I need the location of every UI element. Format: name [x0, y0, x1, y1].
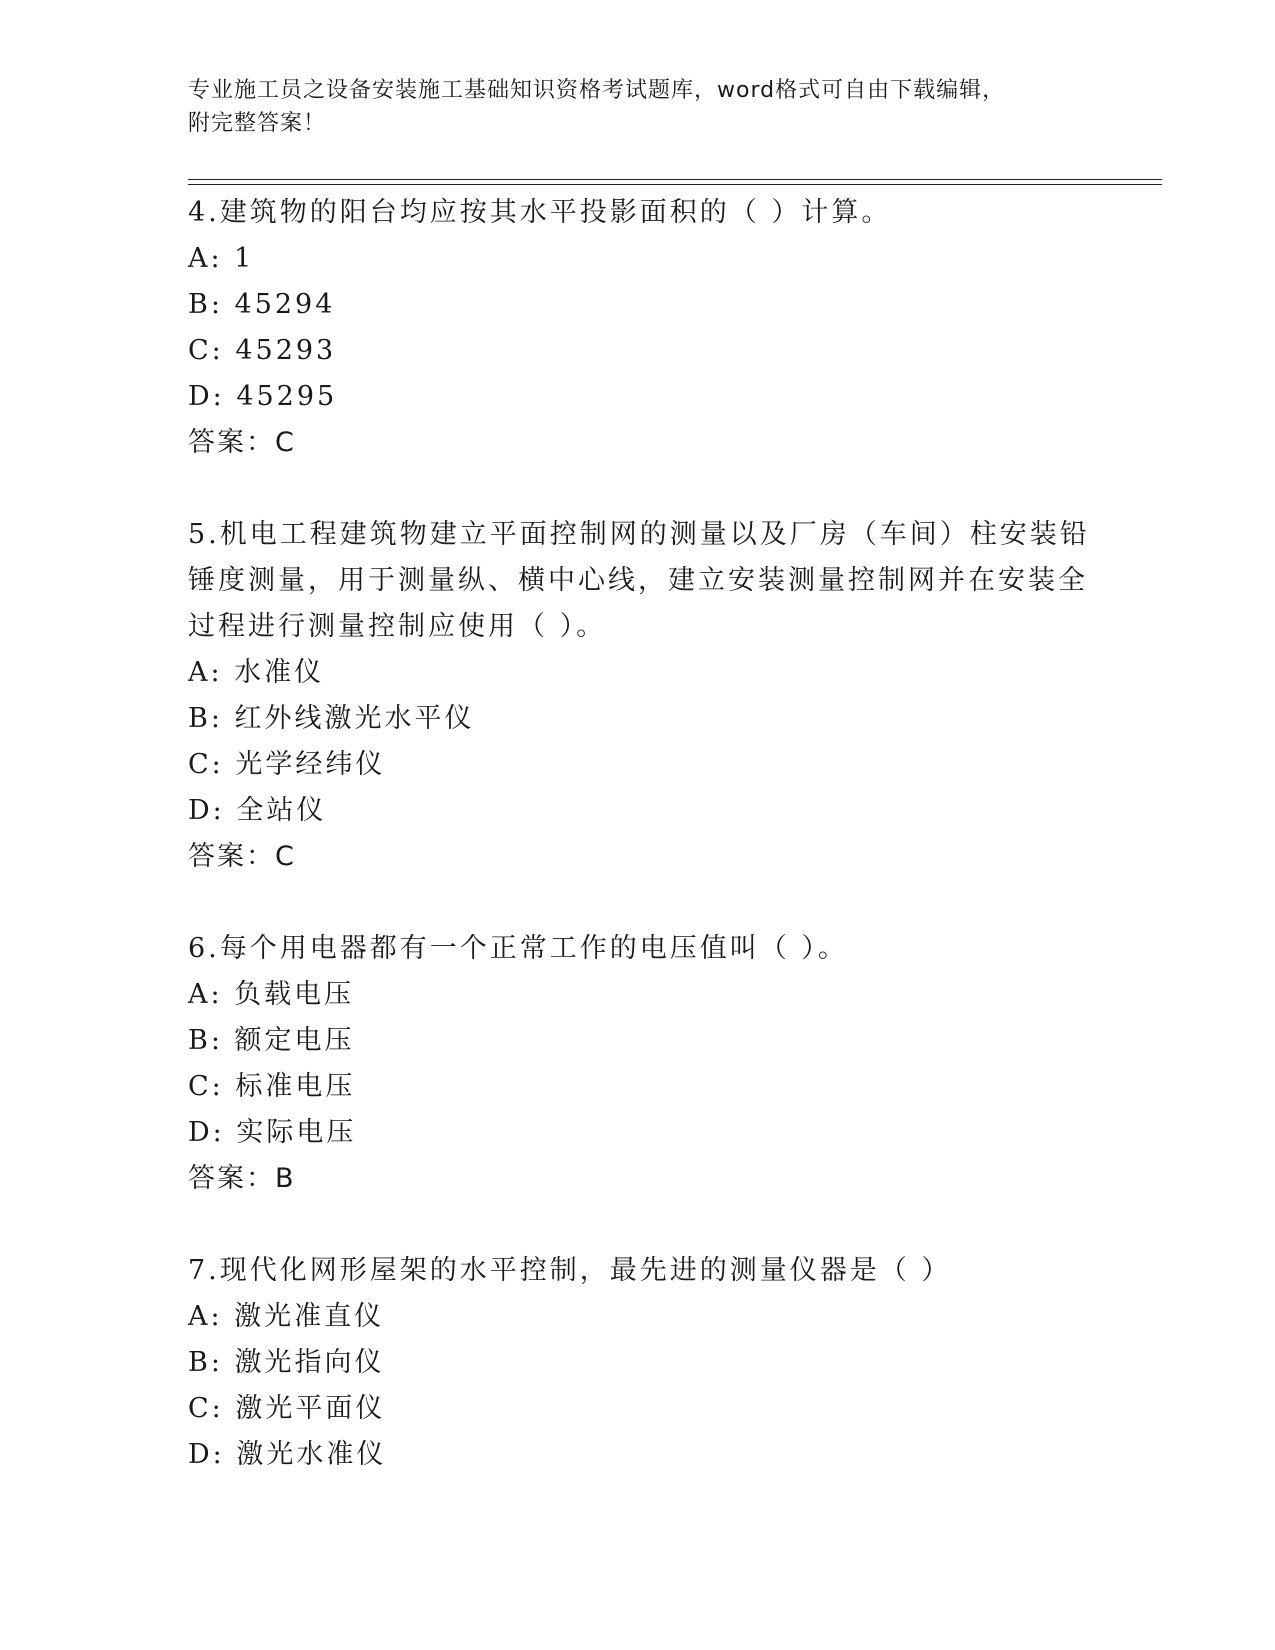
answer-label: 答案：B: [188, 1163, 296, 1194]
option-b: B: 红外线激光水平仪: [188, 703, 475, 734]
header-line-2: 附完整答案！: [188, 111, 327, 136]
question-text-line: 7.现代化网形屋架的水平控制，最先进的测量仪器是（ ）: [188, 1255, 952, 1286]
option-a: A: 1: [188, 243, 255, 274]
option-d: D: 激光水准仪: [188, 1439, 387, 1470]
option-a: A: 水准仪: [188, 657, 325, 688]
question-text-line: 过程进行测量控制应使用（ ）。: [188, 611, 607, 642]
option-b: B: 45294: [188, 289, 336, 320]
header-divider-bottom: [188, 184, 1162, 185]
header-line-1: 专业施工员之设备安装施工基础知识资格考试题库，word格式可自由下载编辑，: [188, 78, 1006, 103]
answer-label: 答案：C: [188, 841, 296, 872]
option-c: C: 光学经纬仪: [188, 749, 386, 780]
option-a: A: 负载电压: [188, 979, 355, 1010]
question-text-line: 5.机电工程建筑物建立平面控制网的测量以及厂房（车间）柱安装铅: [188, 519, 1090, 550]
option-b: B: 激光指向仪: [188, 1347, 385, 1378]
question-text-line: 锤度测量，用于测量纵、横中心线，建立安装测量控制网并在安装全: [188, 565, 1088, 596]
answer-label: 答案：C: [188, 427, 296, 458]
option-a: A: 激光准直仪: [188, 1301, 385, 1332]
header-divider-top: [188, 179, 1162, 180]
question-7: [188, 1248, 1068, 1478]
question-text-line: 6.每个用电器都有一个正常工作的电压值叫（ ）。: [188, 933, 848, 964]
question-5: [188, 512, 1090, 880]
document-header: [188, 74, 1088, 140]
option-c: C: 激光平面仪: [188, 1393, 386, 1424]
question-text: [188, 512, 1090, 650]
question-text: [188, 190, 1068, 236]
option-c: C: 标准电压: [188, 1071, 356, 1102]
question-text: [188, 1248, 1068, 1294]
question-list: [188, 190, 1090, 1478]
option-d: D: 全站仪: [188, 795, 327, 826]
option-d: D: 45295: [188, 381, 338, 412]
question-6: [188, 926, 1068, 1202]
option-d: D: 实际电压: [188, 1117, 357, 1148]
question-4: [188, 190, 1068, 466]
option-b: B: 额定电压: [188, 1025, 355, 1056]
question-text-line: 4.建筑物的阳台均应按其水平投影面积的（ ）计算。: [188, 197, 892, 228]
question-text: [188, 926, 1068, 972]
option-c: C: 45293: [188, 335, 337, 366]
